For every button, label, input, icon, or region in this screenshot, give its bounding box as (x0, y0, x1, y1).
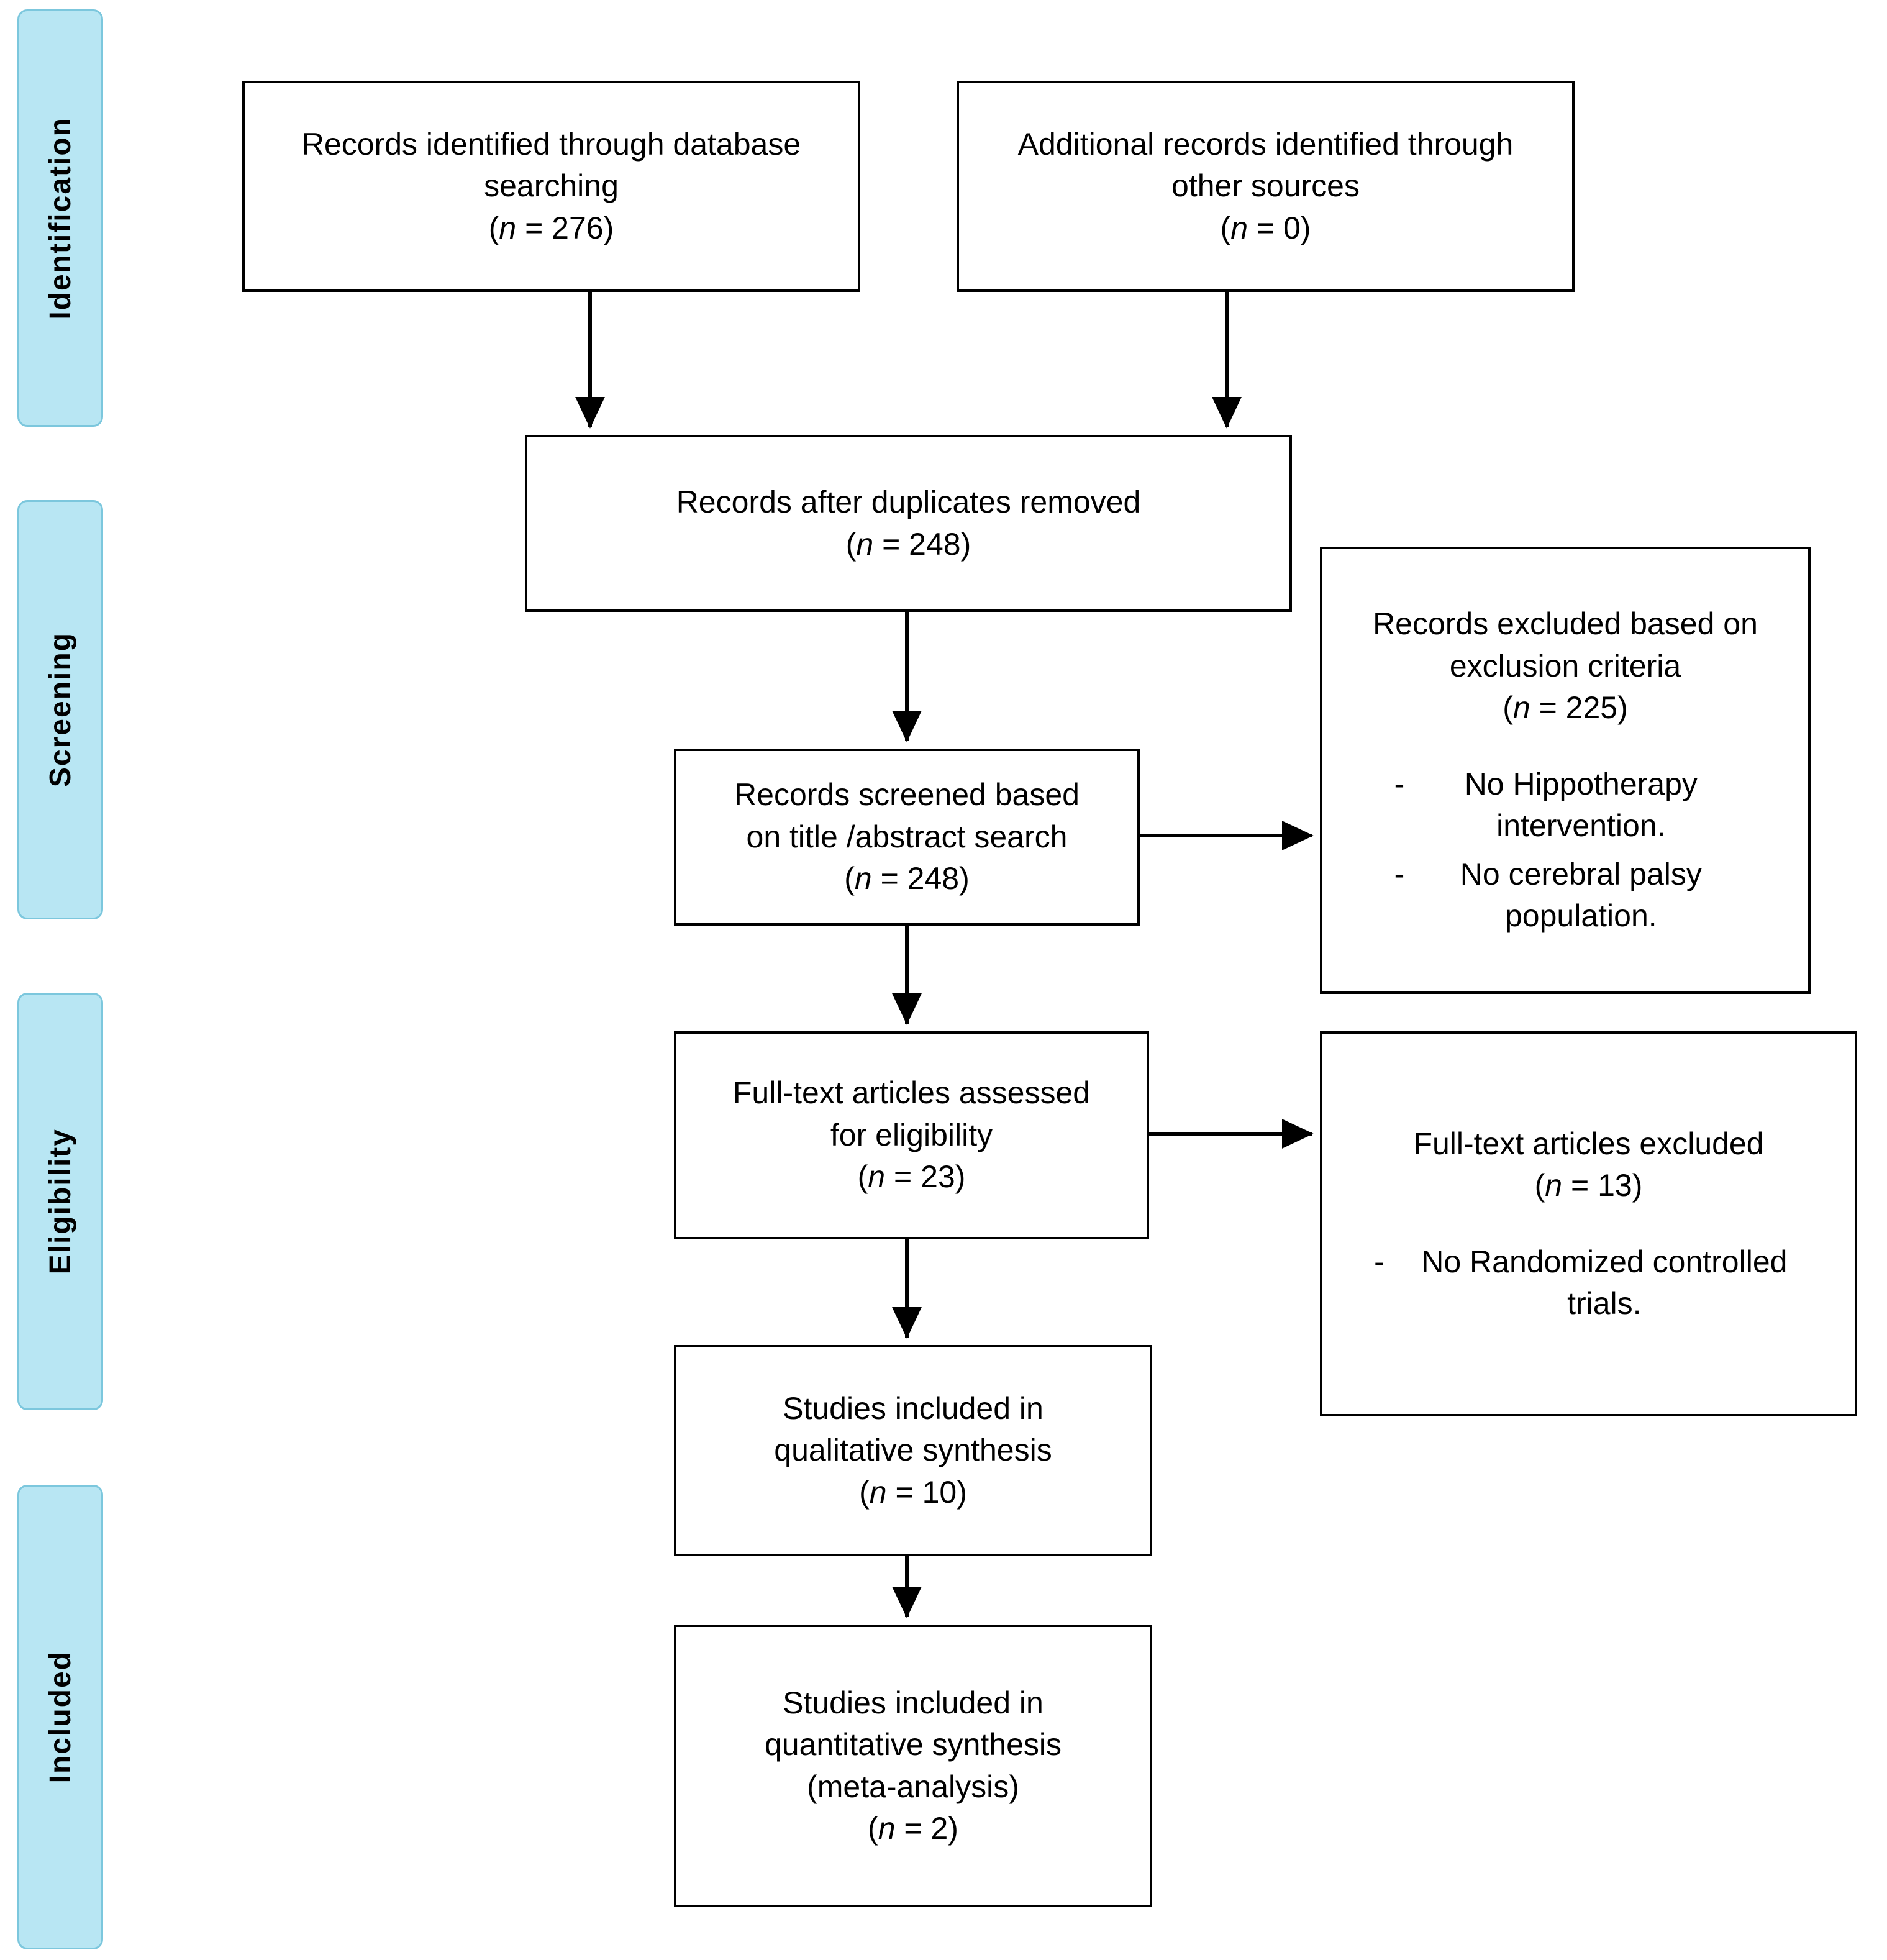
stage-label-text: Screening (43, 632, 77, 788)
box-text: Studies included in (783, 1390, 1044, 1426)
box-additional-records (957, 81, 1575, 292)
box-records-excluded (1320, 547, 1811, 994)
exclusion-reason (1374, 1241, 1803, 1325)
box-text: exclusion criteria (1449, 648, 1681, 683)
box-records-identified (242, 81, 860, 292)
stage-label-screening (17, 500, 103, 919)
exclusion-reasons (1374, 1241, 1803, 1325)
box-count: (n = 23) (857, 1159, 966, 1195)
box-text: for eligibility (830, 1117, 993, 1152)
bullet-dash: - (1394, 856, 1405, 891)
box-text: Records after duplicates removed (676, 485, 1141, 519)
exclusion-reason (1394, 854, 1737, 937)
box-records-screened (674, 749, 1140, 926)
box-count: (n = 248) (844, 861, 970, 896)
box-text: Studies included in (783, 1685, 1044, 1720)
stage-label-text: Eligibility (43, 1128, 77, 1275)
exclusion-reasons (1394, 763, 1737, 937)
box-text: Full-text articles assessed (732, 1075, 1091, 1111)
box-text: searching (484, 168, 619, 204)
box-fulltext-assessed (674, 1031, 1149, 1239)
exclusion-reason (1394, 763, 1737, 847)
box-text: qualitative synthesis (774, 1433, 1052, 1468)
stage-label-text: Identification (43, 116, 77, 320)
bullet-text: No cerebral palsy population. (1460, 856, 1702, 934)
stage-label-identification (17, 9, 103, 427)
stage-label-eligibility (17, 993, 103, 1410)
box-text: quantitative synthesis (764, 1727, 1062, 1762)
box-after-duplicates (525, 435, 1292, 612)
box-count: (n = 10) (859, 1474, 967, 1510)
box-text: Full-text articles excluded (1413, 1126, 1764, 1161)
box-quantitative-synthesis (674, 1625, 1152, 1907)
box-fulltext-excluded (1320, 1031, 1857, 1416)
box-count: (n = 0) (1220, 210, 1311, 245)
stage-label-included (17, 1485, 103, 1949)
bullet-dash: - (1374, 1244, 1385, 1279)
box-text: Additional records identified through (1017, 126, 1514, 162)
box-text: on title /abstract search (746, 819, 1068, 854)
box-text: other sources (1171, 168, 1360, 204)
box-text: Records identified through database (301, 126, 801, 162)
box-count: (n = 248) (845, 526, 971, 562)
box-text: (meta-analysis) (807, 1769, 1019, 1804)
box-qualitative-synthesis (674, 1345, 1152, 1556)
bullet-text: No Randomized controlled trials. (1421, 1244, 1788, 1321)
box-text: Records excluded based on (1373, 606, 1758, 642)
bullet-text: No Hippotherapy intervention. (1464, 766, 1698, 844)
box-text: Records screened based (734, 777, 1080, 813)
box-count: (n = 2) (868, 1811, 958, 1846)
stage-label-text: Included (43, 1651, 77, 1784)
box-count: (n = 225) (1503, 690, 1628, 726)
box-count: (n = 276) (488, 210, 614, 245)
bullet-dash: - (1394, 766, 1405, 801)
box-count: (n = 13) (1534, 1168, 1643, 1203)
